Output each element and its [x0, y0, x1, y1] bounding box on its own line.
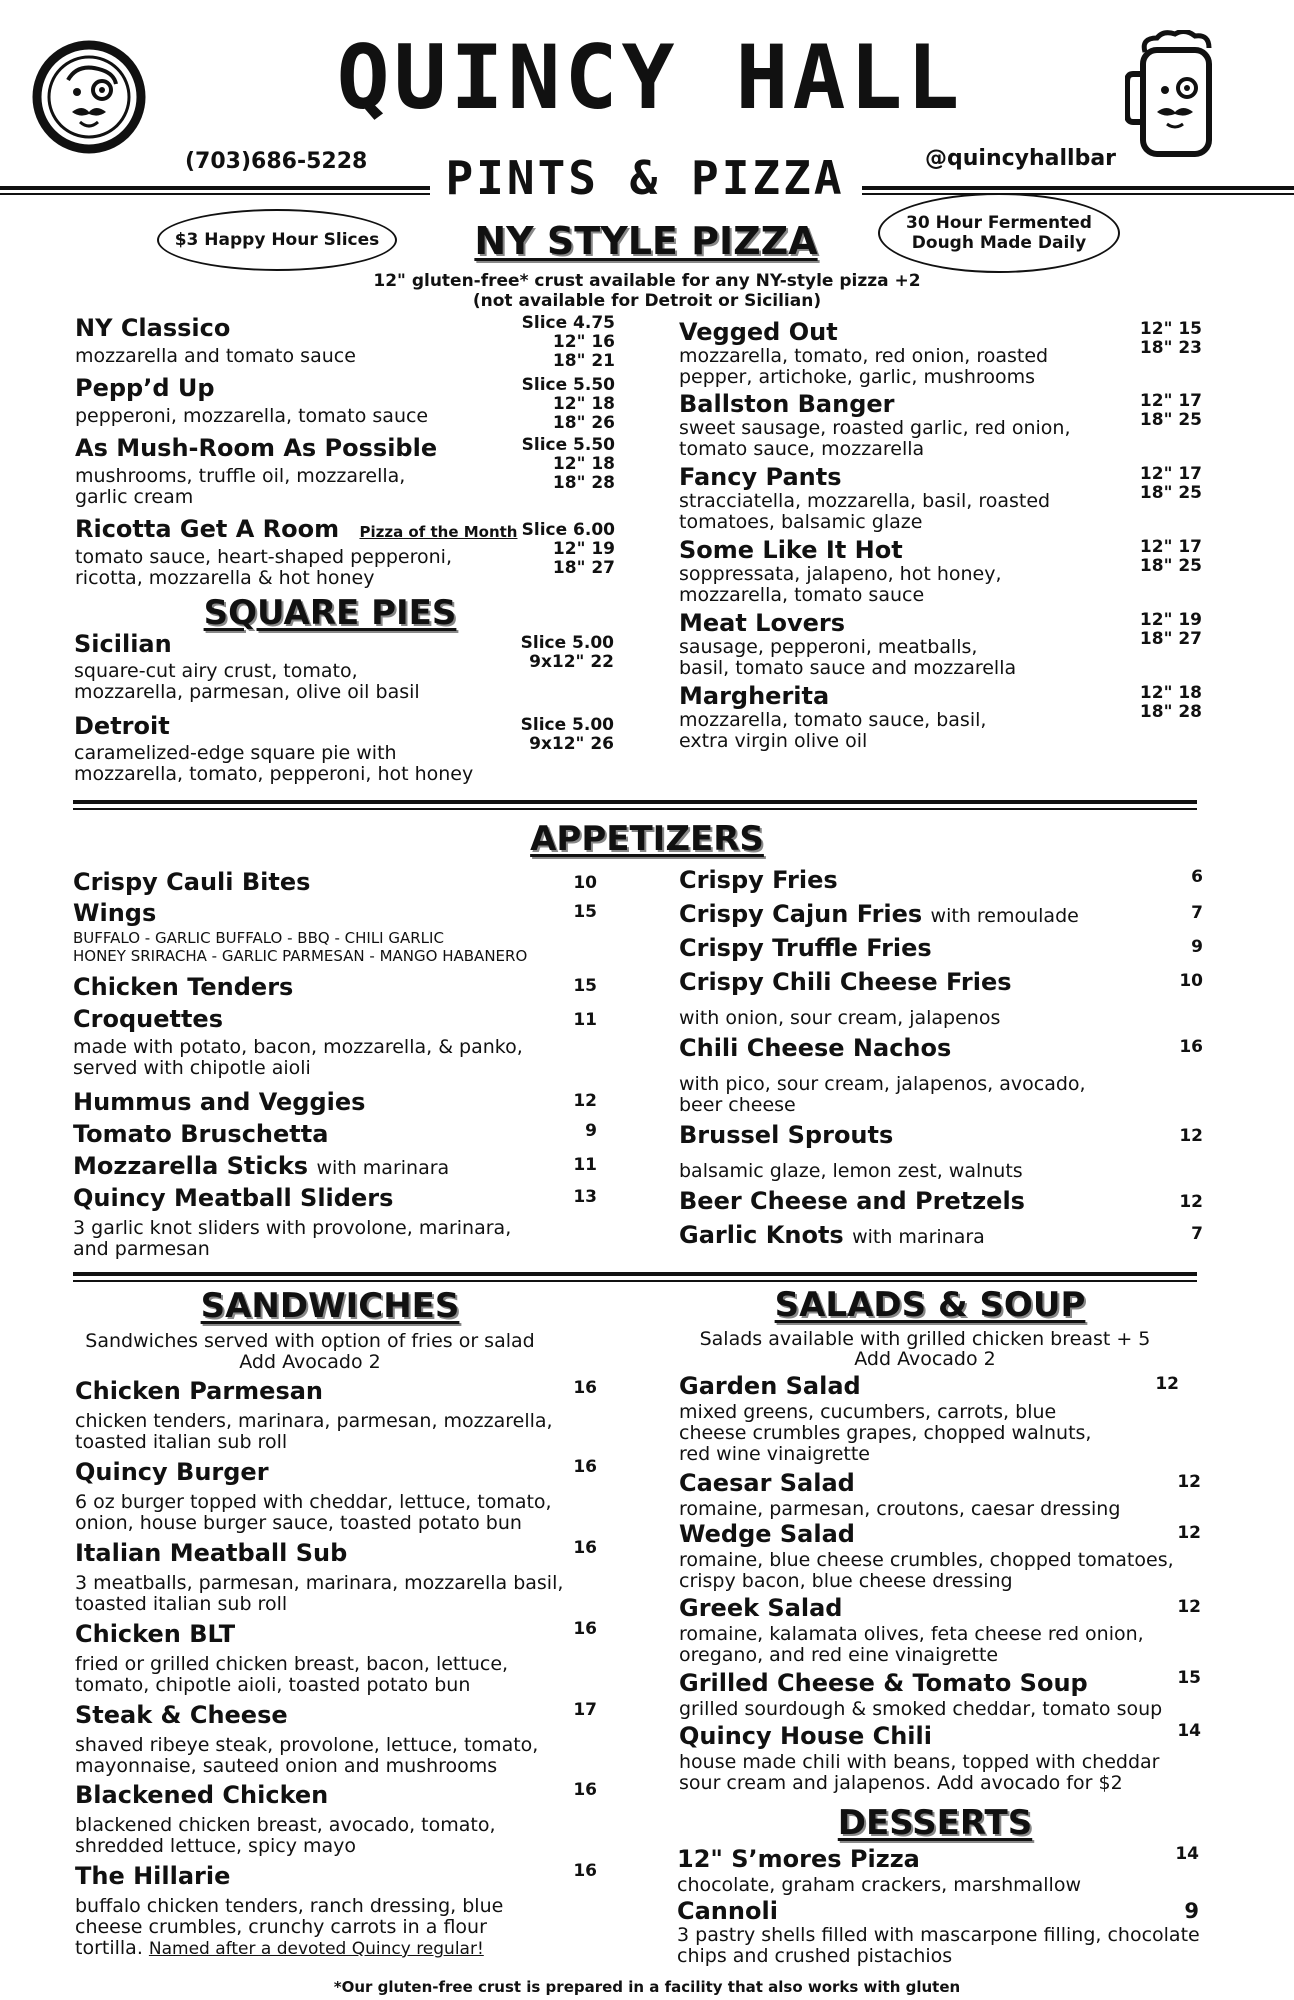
item-price: 9 [585, 1121, 597, 1141]
item-name: Wedge Salad [679, 1520, 855, 1548]
item-name [679, 900, 1079, 928]
item-price: Slice 5.00 9x12" 22 [520, 633, 614, 672]
item-desc: chocolate, graham crackers, marshmallow [677, 1874, 1082, 1896]
item-desc: balsamic glaze, lemon zest, walnuts [679, 1160, 1023, 1182]
item-name: Crispy Chili Cheese Fries [679, 968, 1012, 996]
item-inline-note: with marinara [852, 1226, 985, 1248]
item-desc: house made chili with beans, topped with cheddar sour cream and jalapenos. Add avocado for $2 [679, 1751, 1160, 1794]
item-desc: romaine, kalamata olives, feta cheese red onion, oregano, and red eine vinaigrette [679, 1623, 1144, 1666]
header-rule-right [862, 186, 1294, 190]
item-price: Slice 5.50 12" 18 18" 26 [521, 375, 615, 433]
item-desc: BUFFALO - GARLIC BUFFALO - BBQ - CHILI GARLIC HONEY SRIRACHA - GARLIC PARMESAN - MANGO HABANERO [73, 929, 528, 965]
divider-thin [73, 1280, 1197, 1282]
salads-note-1: Salads available with grilled chicken breast + 5 [699, 1328, 1151, 1350]
item-desc: square-cut airy crust, tomato, mozzarella, parmesan, olive oil basil [74, 660, 420, 703]
item-desc: tomato sauce, heart-shaped pepperoni, ricotta, mozzarella & hot honey [75, 546, 453, 589]
item-name: Cannoli [677, 1897, 778, 1925]
item-price: 15 [573, 976, 597, 996]
item-inline-note: with marinara [316, 1157, 450, 1179]
item-desc: 3 garlic knot sliders with provolone, marinara, and parmesan [73, 1217, 512, 1260]
item-name: Fancy Pants [679, 463, 842, 491]
ny-pizza-note-2: (not available for Detroit or Sicilian) [472, 291, 822, 311]
item-price: 16 [573, 1538, 597, 1558]
item-price: 9 [1191, 937, 1203, 957]
restaurant-title: QUINCY HALL [336, 26, 964, 129]
item-price: 12 [573, 1091, 597, 1111]
sandwiches-note-2: Add Avocado 2 [239, 1351, 381, 1373]
item-desc: caramelized-edge square pie with mozzarella, tomato, pepperoni, hot honey [74, 742, 474, 785]
item-name: Crispy Cauli Bites [73, 868, 311, 896]
item-name: Crispy Truffle Fries [679, 934, 932, 962]
item-desc: sausage, pepperoni, meatballs, basil, tomato sauce and mozzarella [679, 636, 1017, 679]
pizza-of-month-tag: Pizza of the Month [359, 523, 518, 541]
header-rule-left [0, 186, 430, 190]
item-price: 12" 15 18" 23 [1139, 319, 1202, 358]
phone-number[interactable]: (703)686-5228 [185, 149, 368, 174]
item-desc: 6 oz burger topped with cheddar, lettuce, tomato, onion, house burger sauce, toasted potato bun [75, 1491, 552, 1534]
item-desc: made with potato, bacon, mozzarella, & panko, served with chipotle aioli [73, 1036, 523, 1079]
item-name: Sicilian [74, 630, 172, 658]
item-name: As Mush-Room As Possible [75, 434, 438, 462]
item-desc: soppressata, jalapeno, hot honey, mozzarella, tomato sauce [679, 563, 1002, 606]
item-name: Pepp’d Up [75, 374, 215, 402]
item-name: Garden Salad [679, 1372, 861, 1400]
item-price: 16 [1179, 1037, 1203, 1057]
dough-badge [878, 193, 1120, 273]
beer-mug-face-icon [1125, 30, 1230, 160]
happy-hour-badge [157, 209, 397, 271]
item-price: 16 [573, 1780, 597, 1800]
item-price: 16 [573, 1457, 597, 1477]
item-name: Hummus and Veggies [73, 1088, 366, 1116]
item-name: Quincy Meatball Sliders [73, 1184, 394, 1212]
item-desc: mozzarella, tomato, red onion, roasted pepper, artichoke, garlic, mushrooms [679, 345, 1049, 388]
item-name: Quincy Burger [75, 1458, 269, 1486]
item-price: 12" 17 18" 25 [1139, 391, 1202, 430]
item-desc: grilled sourdough & smoked cheddar, tomato soup [679, 1698, 1163, 1720]
item-price: 10 [573, 873, 597, 893]
divider-thin [73, 808, 1197, 810]
item-name: Steak & Cheese [75, 1701, 288, 1729]
divider [73, 800, 1197, 804]
ny-pizza-heading: NY STYLE PIZZA [474, 219, 818, 263]
item-name: Tomato Bruschetta [73, 1120, 329, 1148]
item-name: Grilled Cheese & Tomato Soup [679, 1669, 1088, 1697]
social-handle[interactable]: @quincyhallbar [925, 146, 1117, 171]
item-name: Meat Lovers [679, 609, 846, 637]
item-desc: with onion, sour cream, jalapenos [679, 1007, 1001, 1029]
item-price: 12" 17 18" 25 [1139, 537, 1202, 576]
item-price: 12 [1179, 1126, 1203, 1146]
item-price: 12" 17 18" 25 [1139, 464, 1202, 503]
item-name: Chicken Tenders [73, 973, 294, 1001]
sandwiches-note-1: Sandwiches served with option of fries or salad [85, 1330, 535, 1352]
item-price: 12" 18 18" 28 [1139, 683, 1202, 722]
item-price: 16 [573, 1619, 597, 1639]
item-price: 7 [1191, 1224, 1203, 1244]
item-price: 17 [573, 1700, 597, 1720]
item-price: 12 [1179, 1192, 1203, 1212]
item-name: Blackened Chicken [75, 1781, 329, 1809]
item-name-text: Mozzarella Sticks [73, 1152, 309, 1180]
item-name: Detroit [74, 712, 170, 740]
item-desc: pepperoni, mozzarella, tomato sauce [75, 405, 429, 427]
restaurant-subtitle: PINTS & PIZZA [445, 151, 845, 205]
dough-text: 30 Hour Fermented Dough Made Daily [906, 213, 1092, 253]
item-desc-text: buffalo chicken tenders, ranch dressing, blue cheese crumbles, crunchy carrots in a flour tortilla. [75, 1895, 504, 1959]
ny-pizza-note-1: 12" gluten-free* crust available for any NY-style pizza +2 [373, 271, 921, 291]
item-desc: 3 pastry shells filled with mascarpone filling, chocolate chips and crushed pistachios [677, 1924, 1200, 1967]
item-desc: romaine, parmesan, croutons, caesar dressing [679, 1498, 1121, 1520]
divider [73, 1272, 1197, 1276]
item-name: The Hillarie [75, 1862, 231, 1890]
item-desc: mozzarella, tomato sauce, basil, extra virgin olive oil [679, 709, 987, 752]
item-desc: mozzarella and tomato sauce [75, 345, 356, 367]
item-price: 15 [573, 902, 597, 922]
item-price: 14 [1175, 1844, 1199, 1864]
item-price: 11 [573, 1010, 597, 1030]
item-name: Vegged Out [679, 318, 838, 346]
item-price: Slice 4.75 12" 16 18" 21 [521, 313, 615, 371]
item-desc: fried or grilled chicken breast, bacon, lettuce, tomato, chipotle aioli, toasted potato bun [75, 1653, 509, 1696]
item-name: Croquettes [73, 1005, 223, 1033]
item-desc: blackened chicken breast, avocado, tomato, shredded lettuce, spicy mayo [75, 1814, 496, 1857]
item-price: 7 [1191, 903, 1203, 923]
item-name: Beer Cheese and Pretzels [679, 1187, 1025, 1215]
item-price: 12 [1177, 1472, 1201, 1492]
item-price: 12 [1155, 1374, 1179, 1394]
logo-right [1125, 30, 1230, 160]
header-rule-left-thin [0, 193, 430, 195]
item-name-text: Garlic Knots [679, 1221, 844, 1249]
item-desc: romaine, blue cheese crumbles, chopped tomatoes, crispy bacon, blue cheese dressing [679, 1549, 1174, 1592]
item-price: 12 [1177, 1523, 1201, 1543]
item-name: 12" S’mores Pizza [677, 1845, 920, 1873]
salads-note-2: Add Avocado 2 [854, 1348, 996, 1370]
item-name: Margherita [679, 682, 830, 710]
item-desc: 3 meatballs, parmesan, marinara, mozzarella basil, toasted italian sub roll [75, 1572, 564, 1615]
item-price: 9 [1184, 1899, 1199, 1923]
item-price: 10 [1179, 971, 1203, 991]
gluten-free-disclaimer: *Our gluten-free crust is prepared in a facility that also works with gluten [333, 1978, 961, 1996]
item-name: Brussel Sprouts [679, 1121, 894, 1149]
item-name: Quincy House Chili [679, 1722, 932, 1750]
item-price: 14 [1177, 1721, 1201, 1741]
sandwiches-heading: SANDWICHES [200, 1286, 460, 1326]
appetizers-heading: APPETIZERS [530, 819, 764, 859]
item-price: 16 [573, 1861, 597, 1881]
item-price: Slice 6.00 12" 19 18" 27 [521, 520, 615, 578]
item-name: Greek Salad [679, 1594, 843, 1622]
item-name-text: Crispy Cajun Fries [679, 900, 923, 928]
item-desc: stracciatella, mozzarella, basil, roasted tomatoes, balsamic glaze [679, 490, 1051, 533]
item-inline-note: with remoulade [930, 905, 1079, 927]
item-desc: mixed greens, cucumbers, carrots, blue cheese crumbles grapes, chopped walnuts, red wine vinaigrette [679, 1401, 1092, 1465]
item-price: 12" 19 18" 27 [1139, 610, 1202, 649]
logo-left [32, 40, 146, 154]
item-name-text: Ricotta Get A Room [75, 515, 340, 543]
salads-heading: SALADS & SOUP [774, 1285, 1086, 1325]
desserts-heading: DESSERTS [837, 1803, 1033, 1843]
item-desc: mushrooms, truffle oil, mozzarella, garlic cream [75, 465, 406, 508]
header-rule-right-thin [862, 193, 1294, 195]
item-name: Caesar Salad [679, 1469, 855, 1497]
face-monocle-icon [32, 40, 146, 154]
item-name: Some Like It Hot [679, 536, 903, 564]
item-name: Chicken Parmesan [75, 1377, 324, 1405]
item-price: 16 [573, 1378, 597, 1398]
item-price: Slice 5.00 9x12" 26 [520, 715, 614, 754]
item-desc: chicken tenders, marinara, parmesan, mozzarella, toasted italian sub roll [75, 1410, 553, 1453]
item-desc: shaved ribeye steak, provolone, lettuce, tomato, mayonnaise, sauteed onion and mushrooms [75, 1734, 539, 1777]
item-name [679, 1221, 985, 1249]
item-name: Chicken BLT [75, 1620, 236, 1648]
item-name [75, 515, 517, 543]
item-price: 11 [573, 1155, 597, 1175]
item-name: Ballston Banger [679, 390, 895, 418]
item-desc [75, 1896, 503, 1960]
item-price: 15 [1177, 1668, 1201, 1688]
item-price: 12 [1177, 1597, 1201, 1617]
item-price: 13 [573, 1187, 597, 1207]
regular-note: Named after a devoted Quincy regular! [148, 1939, 484, 1959]
item-name: Chili Cheese Nachos [679, 1034, 952, 1062]
item-name: NY Classico [75, 314, 231, 342]
item-price: 6 [1191, 867, 1203, 887]
item-name [73, 1152, 449, 1180]
item-name: Wings [73, 899, 157, 927]
item-desc: with pico, sour cream, jalapenos, avocado, beer cheese [679, 1073, 1086, 1116]
item-desc: sweet sausage, roasted garlic, red onion, tomato sauce, mozzarella [679, 417, 1071, 460]
square-pies-heading: SQUARE PIES [203, 593, 457, 633]
item-name: Crispy Fries [679, 866, 838, 894]
item-price: Slice 5.50 12" 18 18" 28 [521, 435, 615, 493]
item-name: Italian Meatball Sub [75, 1539, 348, 1567]
happy-hour-text: $3 Happy Hour Slices [174, 230, 380, 250]
